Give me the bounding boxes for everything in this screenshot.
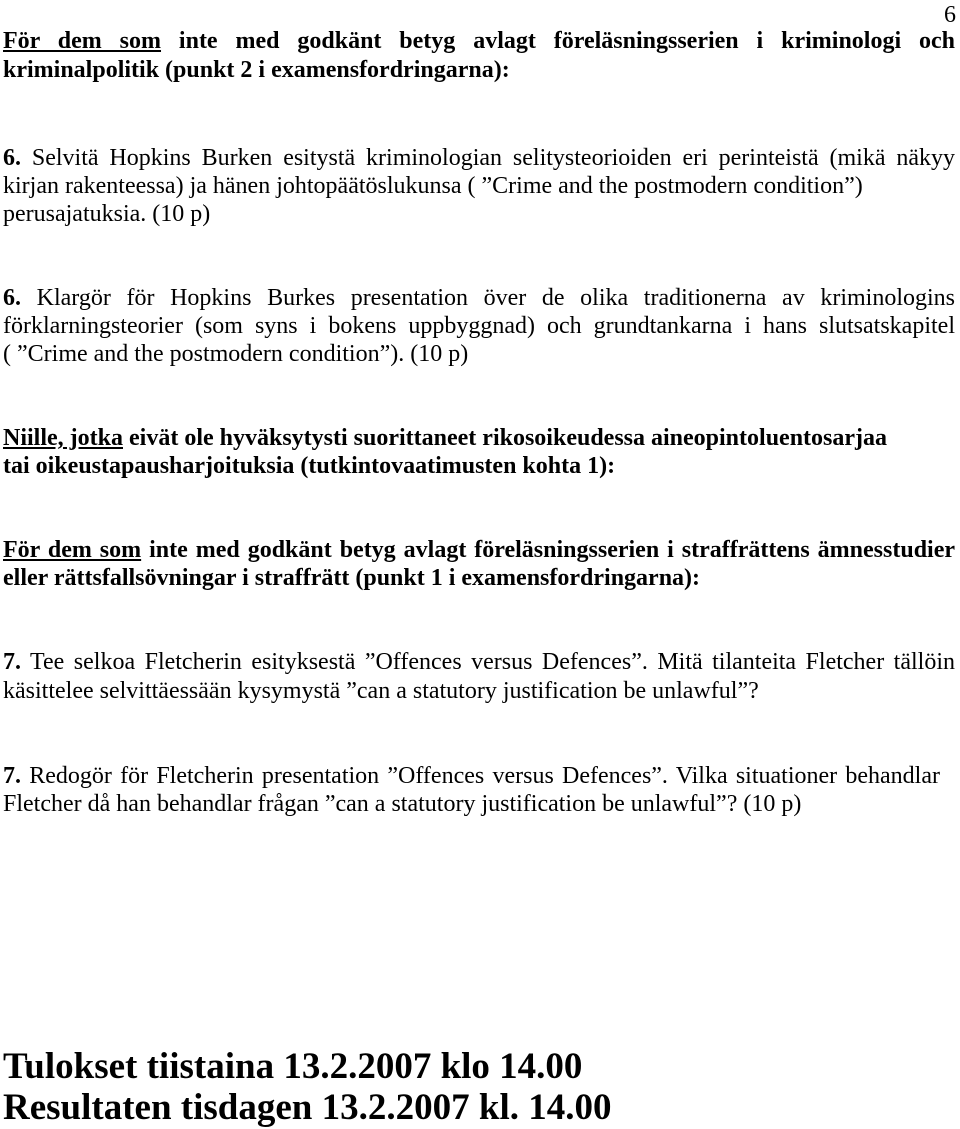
criminal-law-heading-sv-line-1-text: inte med godkänt betyg avlagt föreläsningsserien i straffrättens ämnesstudier [149,537,955,563]
question-7-fi-line-1 [3,648,955,677]
criminology-heading [3,27,955,85]
question-7-fi-line-2: käsittelee selvittäessään kysymystä ”can a statutory justification be unlawful”? [3,678,759,704]
results-sv: Resultaten tisdagen 13.2.2007 kl. 14.00 [3,1087,612,1128]
question-7-sv-line-2: Fletcher då han behandlar frågan ”can a statutory justification be unlawful”? (10 p) [3,791,802,817]
criminal-law-heading-sv-underlined: För dem som [3,537,142,563]
question-6-fi-line-2: kirjan rakenteessa) ja hänen johtopäätöslukunsa ( ”Crime and the postmodern condition”) [3,173,863,199]
criminal-law-heading-sv-line-1 [3,536,955,564]
question-6-sv-line-2: förklarningsteorier (som syns i bokens uppbyggnad) och grundtankarna i hans slutsatskapitel [3,313,955,339]
criminology-heading-line-1-text: inte med godkänt betyg avlagt föreläsningsserien i kriminologi och [178,28,955,54]
question-6-sv [3,284,955,368]
question-7-fi-line-1-text: Tee selkoa Fletcherin esityksestä ”Offences versus Defences”. Mitä tilanteita Fletcher tällöin [30,649,955,675]
question-6-fi-line-1 [3,144,955,172]
criminal-law-heading-fi-line-1 [3,424,955,452]
question-7-sv-line-1 [3,762,940,790]
question-6-fi-number: 6. [3,145,21,171]
question-6-fi-line-3: perusajatuksia. (10 p) [3,201,211,227]
question-7-sv-line-1-text: Redogör för Fletcherin presentation ”Offences versus Defences”. Vilka situationer behandlar [29,763,940,789]
page-number: 6 [944,2,956,28]
question-6-fi [3,144,955,228]
criminal-law-heading-fi [3,424,955,480]
criminology-heading-line-1 [3,27,955,56]
question-7-sv [3,762,955,818]
question-6-sv-number: 6. [3,285,21,311]
results-announcement [3,1046,955,1128]
question-7-fi-number: 7. [3,649,21,675]
question-7-sv-number: 7. [3,763,21,789]
criminology-heading-underlined: För dem som [3,28,162,54]
criminal-law-heading-fi-line-2: tai oikeustapausharjoituksia (tutkintovaatimusten kohta 1): [3,453,616,479]
question-6-sv-line-3: ( ”Crime and the postmodern condition”). (10 p) [3,341,469,367]
results-fi: Tulokset tiistaina 13.2.2007 klo 14.00 [3,1046,583,1087]
criminal-law-heading-sv [3,536,955,592]
criminal-law-heading-fi-underlined: Niille, jotka [3,425,123,451]
question-6-fi-line-1-text: Selvitä Hopkins Burken esitystä kriminologian selitysteorioiden eri perinteistä (mikä näkyy [31,145,955,171]
question-6-sv-line-1 [3,284,955,312]
criminal-law-heading-sv-line-2: eller rättsfallsövningar i straffrätt (punkt 1 i examensfordringarna): [3,565,701,591]
criminology-heading-line-2: kriminalpolitik (punkt 2 i examensfordringarna): [3,57,510,83]
question-6-sv-line-1-text: Klargör för Hopkins Burkes presentation över de olika traditionerna av kriminologins [36,285,955,311]
question-7-fi [3,648,955,706]
criminal-law-heading-fi-line-1-text: eivät ole hyväksytysti suorittaneet rikosoikeudessa aineopintoluentosarjaa [129,425,888,451]
